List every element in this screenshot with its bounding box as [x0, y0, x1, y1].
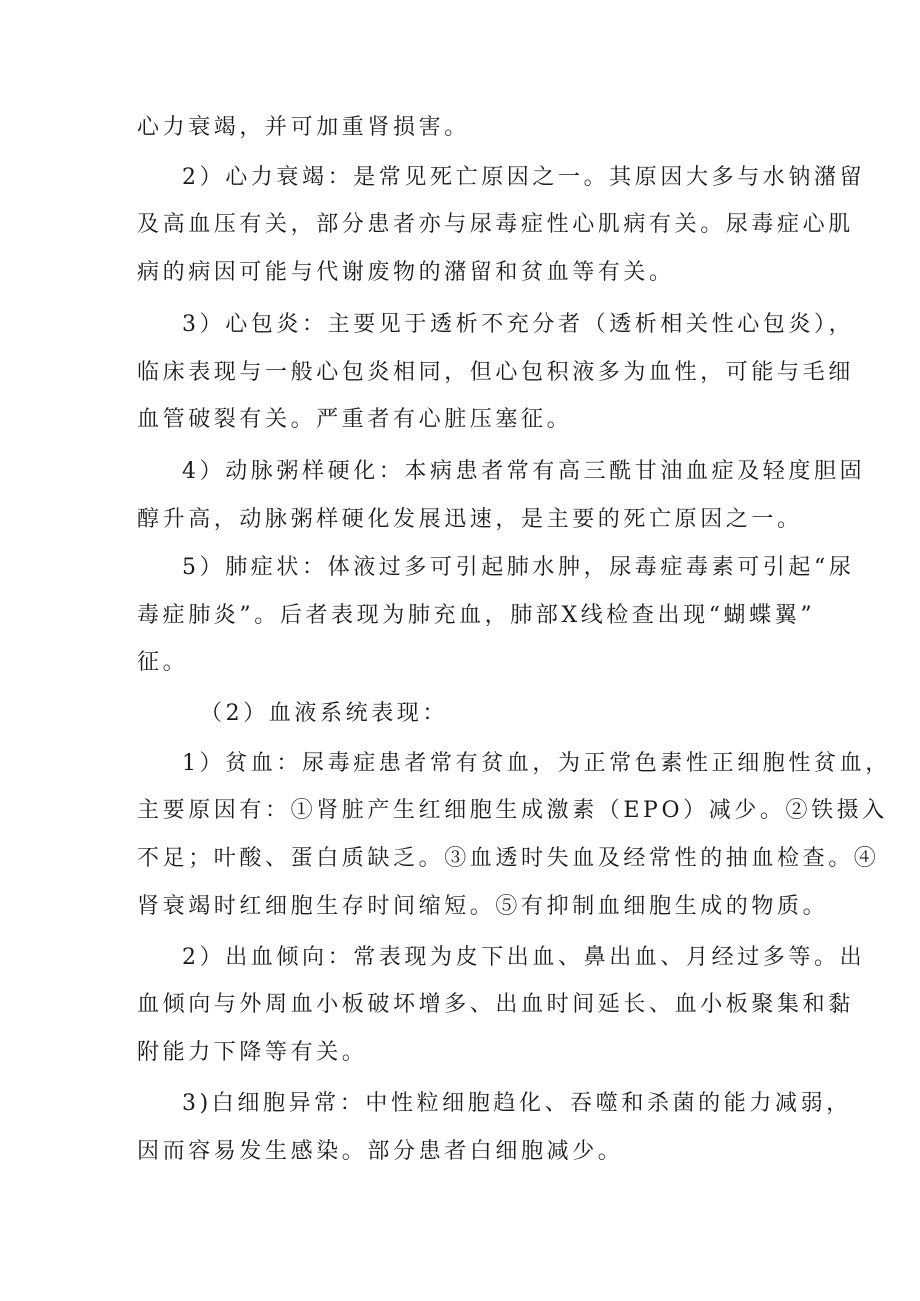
paragraph-line: 临床表现与一般心包炎相同，但心包积液多为血性，可能与毛细	[137, 360, 854, 385]
paragraph-line: 及高血压有关，部分患者亦与尿毒症性心肌病有关。尿毒症心肌	[137, 212, 854, 237]
paragraph-line-anemia: 1）贫血：尿毒症患者常有贫血，为正常色素性正细胞性贫血，	[182, 751, 891, 776]
paragraph-line: 醇升高，动脉粥样硬化发展迅速，是主要的死亡原因之一。	[137, 507, 803, 532]
paragraph-line: 主要原因有：①肾脏产生红细胞生成激素（EPO）减少。②铁摄入	[137, 798, 888, 823]
paragraph-line-bleeding-tendency: 2）出血倾向：常表现为皮下出血、鼻出血、月经过多等。出	[182, 945, 866, 970]
paragraph-line: 因而容易发生感染。部分患者白细胞减少。	[137, 1139, 624, 1164]
section-heading-blood-system: （2）血液系统表现：	[200, 701, 448, 726]
paragraph-line-lung-symptoms: 5）肺症状：体液过多可引起肺水肿，尿毒症毒素可引起“尿	[182, 555, 855, 580]
paragraph-line: 血倾向与外周血小板破坏增多、出血时间延长、血小板聚集和黏	[137, 992, 854, 1017]
paragraph-line-white-cell-abnormal: 3)白细胞异常：中性粒细胞趋化、吞噬和杀菌的能力减弱，	[182, 1091, 852, 1116]
paragraph-line: 不足；叶酸、蛋白质缺乏。③血透时失血及经常性的抽血检查。④	[137, 846, 880, 871]
paragraph-line: 血管破裂有关。严重者有心脏压塞征。	[137, 407, 573, 432]
paragraph-line-heart-failure: 2）心力衰竭：是常见死亡原因之一。其原因大多与水钠潴留	[182, 165, 866, 190]
paragraph-line-pericarditis: 3）心包炎：主要见于透析不充分者（透析相关性心包炎），	[182, 312, 855, 337]
paragraph-line: 病的病因可能与代谢废物的潴留和贫血等有关。	[137, 260, 675, 285]
paragraph-line: 毒症肺炎”。后者表现为肺充血，肺部X线检查出现“蝴蝶翼”	[137, 603, 816, 628]
paragraph-line: 征。	[137, 650, 189, 675]
paragraph-line-heart-failure-end: 心力衰竭，并可加重肾损害。	[137, 115, 470, 140]
paragraph-line-atherosclerosis: 4）动脉粥样硬化：本病患者常有高三酰甘油血症及轻度胆固	[182, 459, 866, 484]
paragraph-line: 肾衰竭时红细胞生存时间缩短。⑤有抑制血细胞生成的物质。	[137, 894, 829, 919]
paragraph-line: 附能力下降等有关。	[137, 1040, 368, 1065]
